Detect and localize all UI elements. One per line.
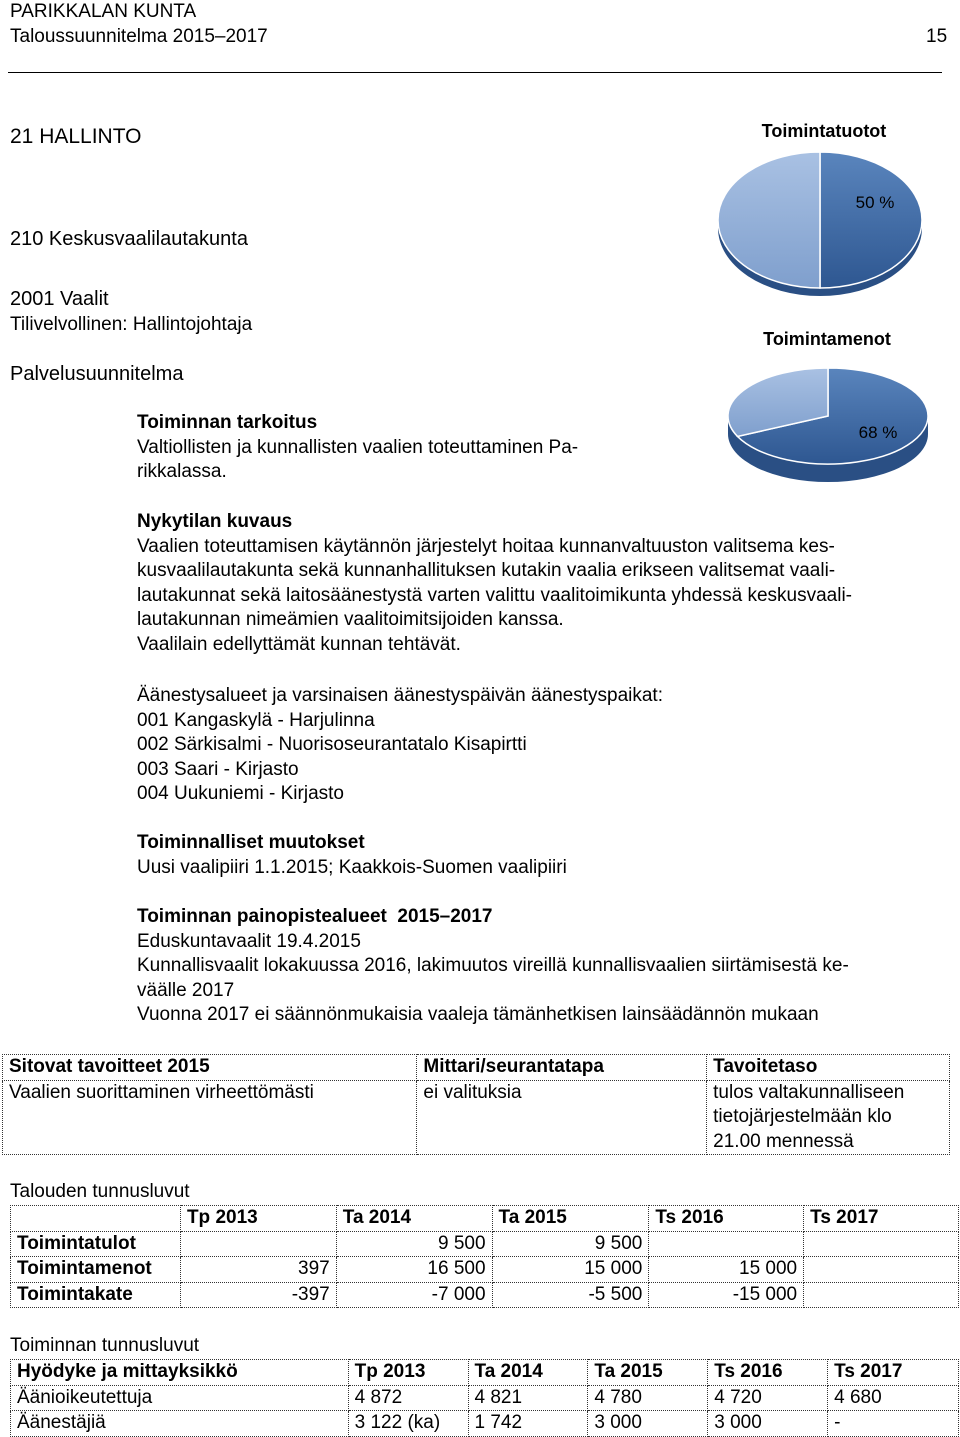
table-cell: - (828, 1411, 959, 1437)
table-cell (804, 1231, 959, 1257)
unit-title: 2001 Vaalit (10, 288, 109, 310)
pie-toimintatuotot-slice-0 (820, 152, 922, 288)
table-cell (649, 1231, 804, 1257)
table-cell: 397 (180, 1257, 336, 1283)
focus-line: Kunnallisvaalit lokakuussa 2016, lakimuutos vireillä kunnallisvaalien siirtämisestä ke- (137, 955, 849, 976)
chart-title-toimintamenot: Toimintamenot (763, 329, 891, 349)
table-header-cell: Ta 2014 (468, 1360, 588, 1386)
current-state-line: lautakunnat sekä laitosäänestystä varten valittu vaalitoimikunta yhdessä keskusvaali- (137, 584, 852, 606)
table-row-label: Toimintamenot (11, 1257, 181, 1283)
focus-line: Eduskuntavaalit 19.4.2015 (137, 930, 361, 952)
table-row-label: Äänioikeutettuja (11, 1385, 349, 1411)
table-cell: 9 500 (492, 1231, 649, 1257)
table-header-cell (11, 1206, 181, 1232)
table-header-cell: Tp 2013 (348, 1360, 468, 1386)
table-cell: ei valituksia (417, 1080, 707, 1155)
table-header-cell: Mittari/seurantatapa (417, 1055, 707, 1081)
table-cell: 15 000 (649, 1257, 804, 1283)
table-cell-line: 21.00 mennessä (713, 1130, 854, 1152)
finance-title: Talouden tunnusluvut (10, 1181, 190, 1202)
table-cell: 3 000 (708, 1411, 828, 1437)
changes-block (137, 831, 952, 880)
operations-table (10, 1359, 959, 1437)
table-cell: 3 000 (588, 1411, 708, 1437)
purpose-block (137, 411, 952, 485)
pie-label-toimintamenot: 68 % (858, 423, 898, 442)
pie-toimintatuotot-slice-1 (718, 152, 820, 288)
table-header-cell: Ta 2014 (336, 1206, 492, 1232)
table-cell: 4 680 (828, 1385, 959, 1411)
districts-intro: Äänestysalueet ja varsinaisen äänestyspäivän äänestyspaikat: (137, 685, 663, 706)
table-header-cell: Tp 2013 (180, 1206, 336, 1232)
district-item: 002 Särkisalmi - Nuorisoseurantatalo Kisapirtti (137, 734, 527, 755)
table-cell: 15 000 (492, 1257, 649, 1283)
table-row (11, 1257, 959, 1283)
table-cell: 1 742 (468, 1411, 588, 1437)
districts-block (137, 684, 952, 807)
table-row-label: Toimintakate (11, 1282, 181, 1308)
goals-table (2, 1054, 950, 1155)
table-cell-line: tietojärjestelmään klo (713, 1106, 892, 1127)
table-cell: -5 500 (492, 1282, 649, 1308)
table-header-row (3, 1055, 950, 1081)
table-header-row (11, 1360, 959, 1386)
table-cell: -397 (180, 1282, 336, 1308)
responsible: Tilivelvollinen: Hallintojohtaja (10, 314, 253, 335)
finance-table (10, 1205, 959, 1308)
district-item: 003 Saari - Kirjasto (137, 758, 299, 780)
operations-title: Toiminnan tunnusluvut (10, 1335, 200, 1356)
table-row-label: Toimintatulot (11, 1231, 181, 1257)
table-header-cell: Ts 2016 (649, 1206, 804, 1232)
table-cell (804, 1257, 959, 1283)
table-cell: 4 720 (708, 1385, 828, 1411)
table-cell: -7 000 (336, 1282, 492, 1308)
district-item: 004 Uukuniemi - Kirjasto (137, 783, 344, 804)
table-header-row (11, 1206, 959, 1232)
table-cell: Vaalien suorittaminen virheettömästi (3, 1080, 417, 1155)
changes-text: Uusi vaalipiiri 1.1.2015; Kaakkois-Suomen vaalipiiri (137, 856, 567, 878)
table-row (11, 1231, 959, 1257)
section-title: 21 HALLINTO (10, 125, 142, 148)
current-state-line: kusvaalilautakunta sekä kunnanhallituksen kutakin vaalia erikseen valitsemat vaali- (137, 560, 836, 581)
header-document: Taloussuunnitelma 2015–2017 (10, 26, 268, 47)
table-cell (804, 1282, 959, 1308)
plan-title: Palvelusuunnitelma (10, 363, 184, 385)
table-row (11, 1411, 959, 1437)
pie-toimintatuotot (718, 152, 922, 296)
table-header-cell: Ts 2017 (828, 1360, 959, 1386)
table-row (3, 1080, 950, 1155)
table-cell-line: tulos valtakunnalliseen (713, 1081, 905, 1103)
focus-line: väälle 2017 (137, 979, 235, 1001)
table-cell: 4 872 (348, 1385, 468, 1411)
table-header-cell: Ta 2015 (492, 1206, 649, 1232)
table-cell: -15 000 (649, 1282, 804, 1308)
table-row (11, 1385, 959, 1411)
table-header-cell: Hyödyke ja mittayksikkö (11, 1360, 349, 1386)
table-cell (180, 1231, 336, 1257)
table-cell: 3 122 (ka) (348, 1411, 468, 1437)
header-rule (8, 72, 942, 73)
current-state-line: Vaalien toteuttamisen käytännön järjestelyt hoitaa kunnanvaltuuston valitsema kes- (137, 535, 835, 557)
page-number: 15 (926, 26, 948, 47)
subsection-title: 210 Keskusvaalilautakunta (10, 228, 248, 250)
table-cell: 4 821 (468, 1385, 588, 1411)
table-cell: 16 500 (336, 1257, 492, 1283)
changes-title: Toiminnalliset muutokset (137, 832, 365, 853)
table-header-cell: Tavoitetaso (707, 1055, 950, 1081)
focus-line: Vuonna 2017 ei säännönmukaisia vaaleja tämänhetkisen lainsäädännön mukaan (137, 1004, 819, 1025)
header-org: PARIKKALAN KUNTA (10, 1, 197, 22)
current-state-title: Nykytilan kuvaus (137, 511, 293, 532)
table-header-cell: Ta 2015 (588, 1360, 708, 1386)
purpose-line: Valtiollisten ja kunnallisten vaalien toteuttaminen Pa- (137, 436, 579, 458)
table-header-cell: Ts 2017 (804, 1206, 959, 1232)
pie-label-toimintatuotot: 50 % (855, 193, 895, 212)
chart-title-toimintatuotot: Toimintatuotot (761, 121, 887, 141)
table-header-cell: Ts 2016 (708, 1360, 828, 1386)
purpose-line: rikkalassa. (137, 461, 227, 482)
focus-block (137, 905, 952, 1028)
purpose-title: Toiminnan tarkoitus (137, 412, 318, 433)
table-cell (707, 1080, 950, 1155)
current-state-line: Vaalilain edellyttämät kunnan tehtävät. (137, 633, 461, 655)
current-state-line: lautakunnan nimeämien vaalitoimitsijoiden kanssa. (137, 609, 564, 630)
table-header-cell: Sitovat tavoitteet 2015 (3, 1055, 417, 1081)
current-state-block (137, 510, 952, 657)
table-row-label: Äänestäjiä (11, 1411, 349, 1437)
table-row (11, 1282, 959, 1308)
district-item: 001 Kangaskylä - Harjulinna (137, 709, 375, 731)
table-cell: 4 780 (588, 1385, 708, 1411)
focus-title: Toiminnan painopistealueet 2015–2017 (137, 906, 493, 927)
table-cell: 9 500 (336, 1231, 492, 1257)
